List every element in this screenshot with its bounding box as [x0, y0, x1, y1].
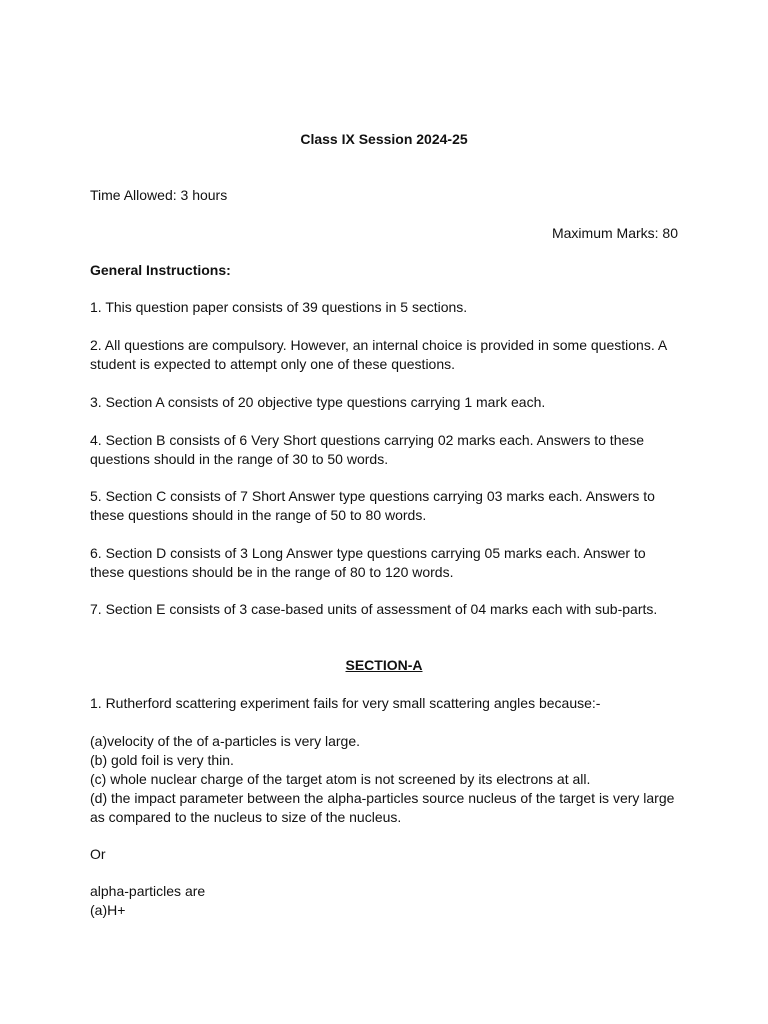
time-allowed: Time Allowed: 3 hours — [90, 187, 228, 203]
paper-title: Class IX Session 2024-25 — [300, 131, 468, 147]
question-1-option-c: (c) whole nuclear charge of the target atom is not screened by its electrons at all. — [90, 771, 591, 787]
instruction-item: 2. All questions are compulsory. However, an internal choice is provided in some questions. A student is expected to attempt only one of these questions. — [90, 337, 667, 372]
or-label: Or — [90, 846, 106, 862]
instruction-item: 3. Section A consists of 20 objective type questions carrying 1 mark each. — [90, 394, 546, 410]
question-1-text: 1. Rutherford scattering experiment fails for very small scattering angles because:- — [90, 695, 601, 711]
instruction-item: 4. Section B consists of 6 Very Short questions carrying 02 marks each. Answers to these questions should in the range of 30 to 50 words. — [90, 432, 645, 467]
maximum-marks: Maximum Marks: 80 — [551, 225, 678, 241]
section-a-heading: SECTION-A — [345, 657, 423, 673]
instruction-item: 5. Section C consists of 7 Short Answer type questions carrying 03 marks each. Answers to these questions should in the range of 50 to 80 words. — [90, 488, 655, 523]
alt-question-option-a: (a)H+ — [90, 902, 126, 918]
alt-question-text: alpha-particles are — [90, 883, 206, 899]
question-1-option-a: (a)velocity of the of a-particles is very large. — [90, 733, 360, 749]
instruction-item: 6. Section D consists of 3 Long Answer type questions carrying 05 marks each. Answer to these questions should be in the range of 80 to 120 words. — [90, 545, 646, 580]
instruction-item: 1. This question paper consists of 39 questions in 5 sections. — [90, 299, 468, 315]
question-1-option-b: (b) gold foil is very thin. — [90, 752, 234, 768]
question-1-option-d: (d) the impact parameter between the alpha-particles source nucleus of the target is very large as compared to the nucleus to size of the nucleus. — [90, 790, 675, 825]
instructions-heading: General Instructions: — [90, 262, 231, 278]
instruction-item: 7. Section E consists of 3 case-based units of assessment of 04 marks each with sub-parts. — [90, 601, 658, 617]
